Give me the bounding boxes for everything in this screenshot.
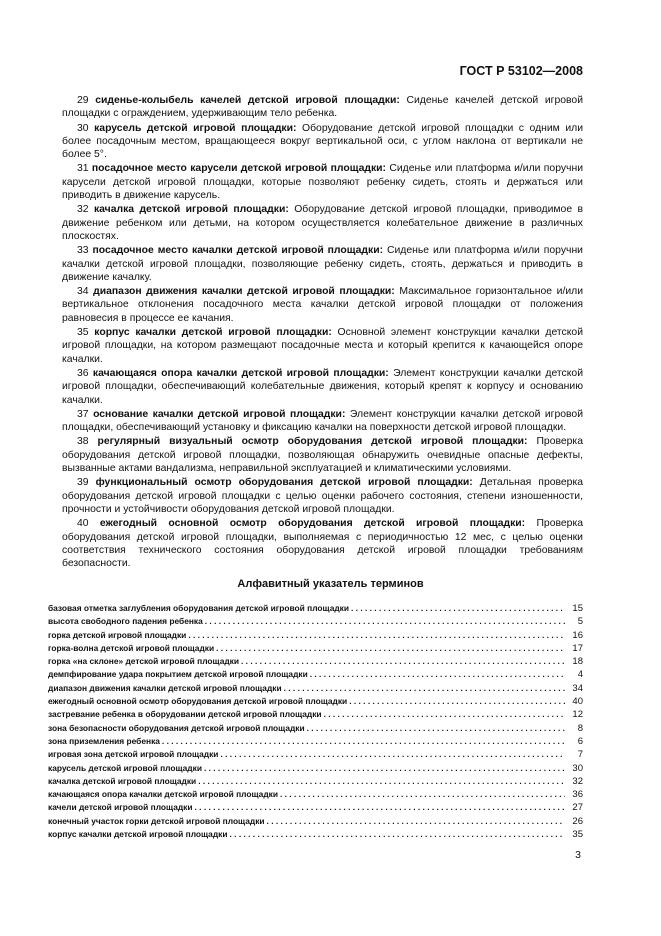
index-page: 12 — [572, 709, 583, 721]
term-number: 31 — [77, 163, 89, 175]
term-number: 35 — [77, 327, 89, 339]
term-name: качающаяся опора качалки детской игровой площадки: — [92, 367, 389, 379]
index-page: 6 — [577, 735, 583, 747]
term-number: 33 — [77, 245, 89, 257]
dot-leader — [284, 682, 565, 695]
term-name: диапазон движения качалки детской игровой площадки: — [93, 286, 395, 298]
term-entry — [62, 408, 583, 435]
term-entry — [62, 517, 583, 570]
term-number: 32 — [77, 204, 89, 216]
index-entry — [48, 735, 583, 748]
term-definition: Проверка оборудования детской игровой площадки, выполняемая с периодичностью 12 мес, с целью оценки соответствия технического состояния оборудования детской игровой площадки требованиям безопасности. — [62, 518, 583, 570]
term-entry — [62, 285, 583, 325]
dot-leader — [241, 655, 565, 668]
index-term: горка «на склоне» детской игровой площадки — [48, 656, 240, 667]
dot-leader — [198, 775, 565, 788]
dot-leader — [230, 828, 565, 841]
index-entry — [48, 668, 583, 681]
term-number: 29 — [77, 95, 89, 106]
index-term: качели детской игровой площадки — [48, 802, 193, 813]
dot-leader — [324, 708, 565, 721]
index-entry — [48, 615, 583, 628]
term-definition: Проверка оборудования детской игровой площадки, позволяющая обнаружить очевидные опасные дефекты, вызванные актами вандализма, неправильной эксплуатацией и климатическими условиями. — [62, 436, 583, 475]
term-definition: Сиденье или платформа и/или поручни карусели детской игровой площадки, которые позволяют ребенку сидеть, стоять и держаться или приводить в движение карусель. — [62, 163, 584, 202]
terms-list — [62, 94, 583, 571]
index-page: 17 — [572, 642, 583, 654]
term-name: посадочное место качалки детской игровой площадки: — [92, 245, 384, 257]
term-name: сиденье-колыбель качелей детской игровой площадки: — [95, 95, 400, 106]
dot-leader — [267, 815, 565, 828]
dot-leader — [220, 748, 565, 761]
term-definition: Сиденье или платформа и/или поручни качалки детской игровой площадки, позволяющие ребенку сидеть, стоять, держаться и приводить в движение качалку. — [62, 245, 583, 283]
index-term: горка-волна детской игровой площадки — [48, 642, 215, 653]
term-definition: Элемент конструкции качалки детской игровой площадки, обеспечивающий колебательные движения, который крепят к корпусу и основанию качалки. — [62, 367, 584, 406]
index-term: игровая зона детской игровой площадки — [48, 749, 219, 760]
index-entry — [48, 762, 583, 775]
term-entry — [62, 435, 583, 475]
term-number: 34 — [77, 286, 89, 298]
term-number: 38 — [77, 436, 89, 448]
dot-leader — [188, 629, 565, 642]
term-name: карусель детской игровой площадки: — [94, 122, 297, 134]
index-term: ежегодный основной осмотр оборудования детской игровой площадки — [48, 696, 348, 707]
index-entry — [48, 695, 583, 708]
index-term: зона безопасности оборудования детской игровой площадки — [48, 722, 305, 733]
term-definition: Элемент конструкции качалки детской игровой площадки, обеспечивающий установку и фиксацию качалки на поверхности детской игровой площадки. — [62, 408, 583, 434]
index-entry — [48, 629, 583, 642]
index-term: демпфирование удара покрытием детской игровой площадки — [48, 669, 308, 680]
term-name: основание качалки детской игровой площадки: — [93, 408, 346, 420]
index-entry — [48, 801, 583, 814]
alphabetical-index — [48, 602, 583, 841]
dot-leader — [204, 762, 565, 775]
dot-leader — [195, 801, 565, 814]
index-term: карусель детской игровой площадки — [48, 762, 202, 773]
term-definition: Максимальное горизонтальное и/или вертикальное отклонения посадочного места качалки детской игровой площадки от положения равновесия в процессе ее качания. — [62, 286, 584, 324]
index-page: 4 — [577, 669, 583, 681]
index-page: 40 — [572, 696, 583, 708]
dot-leader — [280, 788, 565, 801]
index-entry — [48, 642, 583, 655]
term-definition: Основной элемент конструкции качалки детской игровой площадки, на котором размещают посадочные места и который крепится к качающейся опоре качалки. — [62, 327, 584, 365]
index-page: 16 — [572, 629, 583, 641]
index-entry — [48, 722, 583, 735]
term-entry — [62, 122, 583, 162]
term-name: посадочное место карусели детской игровой площадки: — [91, 163, 387, 175]
index-entry — [48, 828, 583, 841]
index-page: 26 — [572, 815, 583, 827]
index-entry — [48, 602, 583, 615]
index-page: 35 — [572, 829, 583, 841]
term-entry — [62, 244, 583, 284]
index-term: базовая отметка заглубления оборудования детской игровой площадки — [48, 603, 350, 613]
index-term: конечный участок горки детской игровой площадки — [48, 815, 265, 826]
index-entry — [48, 682, 583, 695]
index-page: 8 — [577, 722, 583, 734]
index-page: 34 — [572, 682, 583, 694]
term-entry — [62, 162, 583, 202]
page-number: 3 — [575, 849, 581, 861]
term-entry — [62, 203, 583, 243]
index-term: зона приземления ребенка — [48, 735, 160, 746]
index-page: 5 — [577, 616, 583, 628]
index-term: качалка детской игровой площадки — [48, 775, 197, 786]
index-entry — [48, 788, 583, 801]
term-definition: Сиденье качелей детской игровой площадки с ограждением, удерживающим тело ребенка. — [62, 95, 584, 120]
dot-leader — [310, 668, 565, 681]
index-term: высота свободного падения ребенка — [48, 616, 203, 627]
term-entry — [62, 326, 583, 366]
term-number: 36 — [77, 367, 89, 379]
term-name: корпус качалки детской игровой площадки: — [94, 327, 332, 339]
index-term: горка детской игровой площадки — [48, 629, 187, 640]
term-definition: Оборудование детской игровой площадки, приводимое в движение ребенком или детьми, на котором осуществляется колебательное движение в различных плоскостях. — [62, 204, 584, 242]
document-id: ГОСТ Р 53102—2008 — [459, 64, 583, 78]
term-entry — [62, 367, 583, 407]
index-page: 18 — [572, 656, 583, 668]
index-entry — [48, 748, 583, 761]
index-page: 36 — [572, 789, 583, 801]
index-title: Алфавитный указатель терминов — [237, 578, 424, 590]
index-page: 27 — [572, 802, 583, 814]
index-term: корпус качалки детской игровой площадки — [48, 829, 228, 840]
term-definition: Детальная проверка оборудования детской игровой площадки с целью оценки рабочего состояния, степени изношенности, прочности и устойчивости оборудования детской игровой площадки. — [62, 477, 584, 515]
term-entry — [62, 476, 583, 516]
term-number: 30 — [77, 122, 89, 134]
dot-leader — [351, 602, 565, 615]
index-page: 30 — [572, 762, 583, 774]
term-name: качалка детской игровой площадки: — [93, 204, 289, 216]
index-entry — [48, 815, 583, 828]
index-page: 7 — [577, 749, 583, 761]
term-number: 39 — [77, 477, 89, 489]
term-name: функциональный осмотр оборудования детской игровой площадки: — [95, 477, 473, 489]
term-entry — [62, 94, 583, 121]
index-term: застревание ребенка в оборудовании детской игровой площадки — [48, 709, 322, 720]
index-page: 15 — [572, 603, 583, 614]
dot-leader — [307, 722, 565, 735]
dot-leader — [205, 615, 565, 628]
index-entry — [48, 775, 583, 788]
dot-leader — [349, 695, 565, 708]
term-number: 40 — [77, 518, 89, 530]
dot-leader — [216, 642, 565, 655]
dot-leader — [162, 735, 565, 748]
term-name: ежегодный основной осмотр оборудования детской игровой площадки: — [99, 518, 526, 530]
index-entry — [48, 708, 583, 721]
term-name: регулярный визуальный осмотр оборудования детской игровой площадки: — [97, 436, 528, 448]
index-page: 32 — [572, 775, 583, 787]
index-term: качающаяся опора качалки детской игровой площадки — [48, 789, 278, 800]
term-number: 37 — [77, 408, 89, 420]
index-term: диапазон движения качалки детской игровой площадки — [48, 682, 282, 693]
index-entry — [48, 655, 583, 668]
term-definition: Оборудование детской игровой площадки с одним или более посадочным местом, вращающееся вокруг вертикальной оси, с углом наклона от вертикали не более 5°. — [62, 122, 584, 161]
